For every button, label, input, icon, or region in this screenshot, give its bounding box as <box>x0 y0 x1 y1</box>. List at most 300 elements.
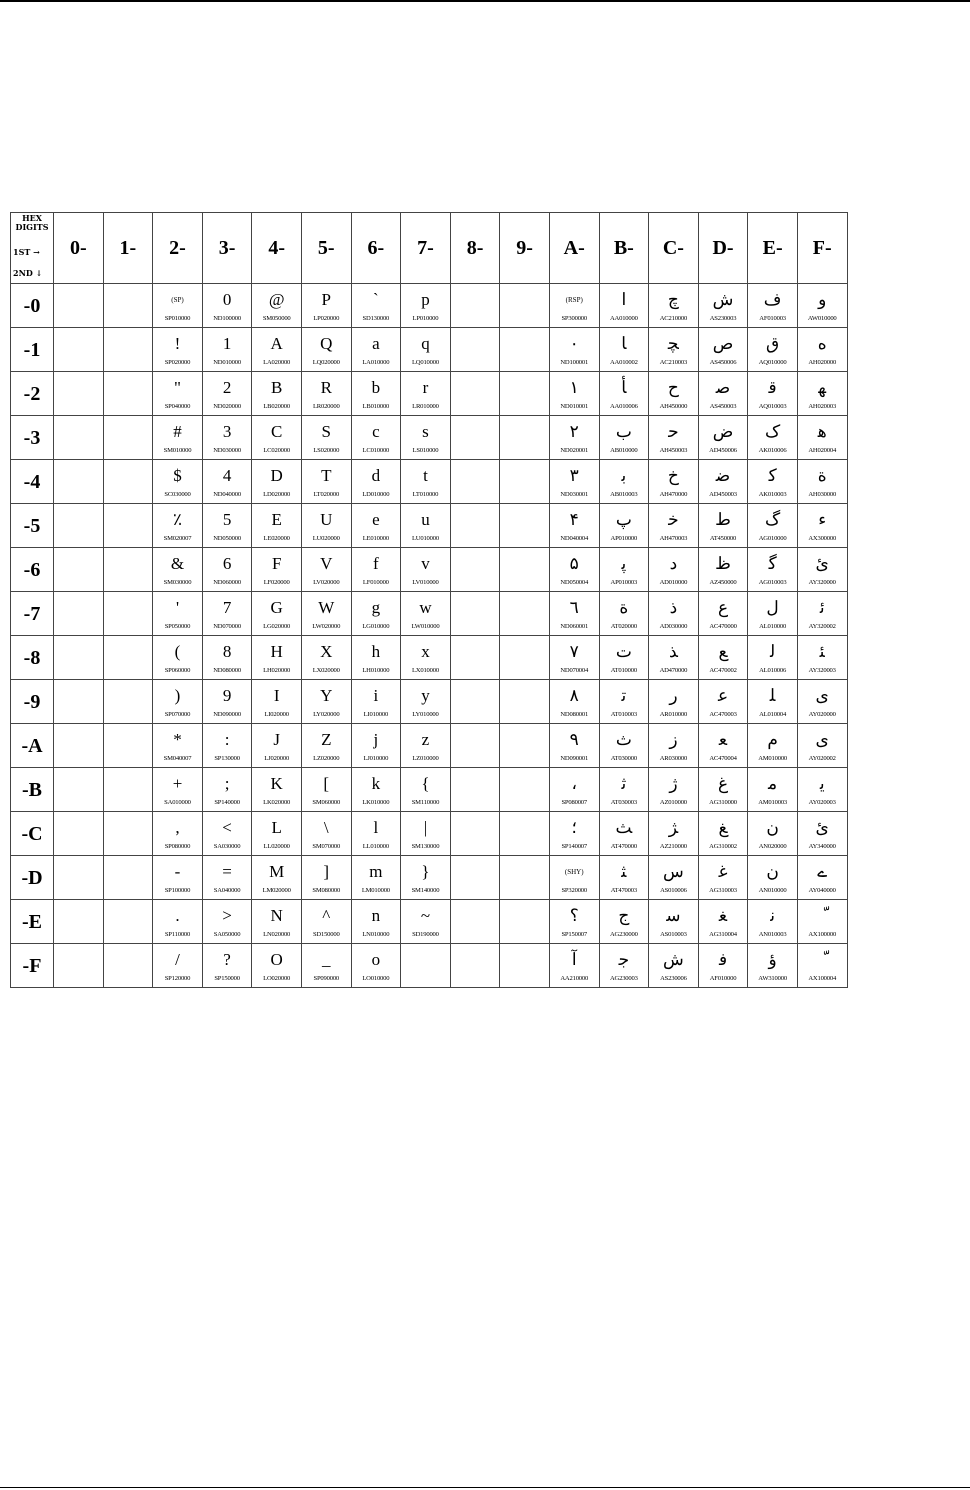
character-id: AG310000 <box>709 799 737 806</box>
character-glyph: 6 <box>222 554 232 573</box>
code-cell <box>401 372 451 416</box>
column-header: 3- <box>202 213 252 284</box>
character-glyph: d <box>371 466 381 485</box>
character-id: ND060000 <box>213 579 241 586</box>
code-cell <box>401 592 451 636</box>
character-id: LE010000 <box>362 535 389 542</box>
character-glyph: ؤ <box>768 950 777 969</box>
character-glyph: 5 <box>222 510 232 529</box>
character-glyph: a <box>372 334 380 353</box>
character-id: LK020000 <box>263 799 291 806</box>
character-glyph: ﺻ <box>715 378 731 397</box>
empty-cell <box>450 372 500 416</box>
code-cell <box>748 856 798 900</box>
character-id: SM040007 <box>163 755 192 762</box>
character-id: AL010004 <box>759 711 787 718</box>
character-id: SD190000 <box>412 931 439 938</box>
character-glyph: f <box>373 554 379 573</box>
character-glyph: ٪ <box>172 510 183 529</box>
character-id: AH470000 <box>659 491 688 498</box>
row-header: -2 <box>11 372 54 416</box>
code-cell <box>698 548 748 592</box>
code-cell <box>252 416 302 460</box>
character-id: AM010003 <box>758 799 788 806</box>
code-cell <box>698 416 748 460</box>
character-id: AW310000 <box>758 975 787 982</box>
character-glyph: y <box>421 686 430 705</box>
character-id: LZ020000 <box>313 755 340 762</box>
character-glyph: ج <box>618 906 630 925</box>
table-row <box>11 504 848 548</box>
code-cell <box>649 328 699 372</box>
table-row <box>11 416 848 460</box>
character-glyph: ۵ <box>569 554 579 573</box>
code-cell <box>698 460 748 504</box>
character-id: ND100000 <box>213 315 241 322</box>
table-row <box>11 328 848 372</box>
row-header: -8 <box>11 636 54 680</box>
character-id: AC210003 <box>659 359 688 366</box>
empty-cell <box>450 944 500 988</box>
character-id: LX020000 <box>312 667 340 674</box>
empty-cell <box>54 592 104 636</box>
column-header: F- <box>797 213 847 284</box>
code-cell <box>748 592 798 636</box>
empty-cell <box>54 460 104 504</box>
column-header: 8- <box>450 213 500 284</box>
character-id: AX300000 <box>808 535 837 542</box>
character-id: LA020000 <box>263 359 291 366</box>
character-id: SP140007 <box>561 843 587 850</box>
code-cell <box>202 900 252 944</box>
character-id: SP090000 <box>313 975 340 982</box>
code-cell <box>698 504 748 548</box>
empty-cell <box>450 592 500 636</box>
empty-cell <box>500 724 550 768</box>
character-glyph: z <box>421 730 430 749</box>
code-cell <box>301 328 351 372</box>
character-glyph: J <box>273 730 280 749</box>
code-cell <box>649 460 699 504</box>
character-id: LE020000 <box>263 535 290 542</box>
code-cell <box>252 680 302 724</box>
code-cell <box>649 680 699 724</box>
code-cell <box>301 900 351 944</box>
character-id: AT020000 <box>610 623 637 630</box>
code-cell <box>351 900 401 944</box>
character-id: AS010006 <box>660 887 687 894</box>
empty-cell <box>103 460 153 504</box>
character-glyph: ﻓ <box>718 950 728 969</box>
character-id: LI010000 <box>363 711 389 718</box>
character-glyph: س <box>663 862 684 881</box>
column-header: 1- <box>103 213 153 284</box>
character-id: AD470000 <box>659 667 688 674</box>
character-glyph: ے <box>817 862 828 881</box>
character-id: ND050004 <box>560 579 589 586</box>
code-cell <box>301 416 351 460</box>
empty-cell <box>54 724 104 768</box>
character-glyph: h <box>371 642 381 661</box>
character-glyph: ﻊ <box>718 642 728 661</box>
character-glyph: ژ <box>669 774 678 793</box>
code-cell <box>649 900 699 944</box>
table-row <box>11 636 848 680</box>
code-cell <box>351 944 401 988</box>
column-header: B- <box>599 213 649 284</box>
character-id: LW020000 <box>312 623 341 630</box>
character-id: ND030000 <box>213 447 241 454</box>
empty-cell <box>54 548 104 592</box>
empty-cell <box>54 504 104 548</box>
character-id: LI020000 <box>264 711 289 718</box>
code-cell <box>797 328 847 372</box>
empty-cell <box>103 372 153 416</box>
character-id: ND030001 <box>560 491 589 498</box>
character-glyph: i <box>373 686 379 705</box>
code-cell <box>748 636 798 680</box>
character-glyph: ﻥ <box>766 862 779 881</box>
code-cell <box>351 284 401 328</box>
column-header: 4- <box>252 213 302 284</box>
code-cell <box>351 680 401 724</box>
code-cell <box>748 724 798 768</box>
code-cell <box>351 416 401 460</box>
character-glyph: m <box>369 862 383 881</box>
character-id: LH010000 <box>362 667 390 674</box>
character-id: AH020000 <box>808 359 837 366</box>
code-cell <box>252 768 302 812</box>
code-cell <box>698 812 748 856</box>
character-glyph: s <box>422 422 429 441</box>
character-id: SA050000 <box>213 931 241 938</box>
character-glyph: ﺑ <box>621 466 627 485</box>
character-glyph: ئ <box>815 554 829 573</box>
code-cell <box>202 680 252 724</box>
character-glyph: ? <box>223 950 231 969</box>
character-id: LP020000 <box>313 315 340 322</box>
row-header: -A <box>11 724 54 768</box>
code-cell <box>401 812 451 856</box>
character-id: SP080007 <box>561 799 587 806</box>
character-id: AS230003 <box>709 315 737 322</box>
character-glyph: + <box>172 774 183 793</box>
character-glyph: پ <box>615 510 632 529</box>
character-glyph: ت <box>615 642 632 661</box>
code-cell <box>549 724 599 768</box>
empty-cell <box>450 812 500 856</box>
character-id: AT450000 <box>709 535 737 542</box>
character-id: AH020003 <box>808 403 837 410</box>
code-cell <box>599 372 649 416</box>
character-glyph: ش <box>663 950 684 969</box>
character-glyph: # <box>173 422 182 441</box>
character-glyph: I <box>273 686 280 705</box>
character-id: SP320000 <box>561 887 587 894</box>
code-cell <box>202 724 252 768</box>
code-cell <box>549 680 599 724</box>
character-id: AG010000 <box>758 535 787 542</box>
code-cell <box>599 416 649 460</box>
character-id: SP130000 <box>214 755 240 762</box>
character-id: SM060000 <box>312 799 341 806</box>
code-cell <box>797 944 847 988</box>
code-cell <box>649 548 699 592</box>
character-id: SD130000 <box>362 315 390 322</box>
empty-cell <box>500 856 550 900</box>
code-cell <box>153 768 203 812</box>
code-cell <box>748 900 798 944</box>
character-glyph: l <box>373 818 379 837</box>
code-cell <box>748 372 798 416</box>
character-id: AT470003 <box>610 887 637 894</box>
character-id: AG310004 <box>709 931 737 938</box>
code-cell <box>649 504 699 548</box>
code-cell <box>252 328 302 372</box>
code-cell <box>202 636 252 680</box>
code-cell <box>549 416 599 460</box>
character-id: AZ450000 <box>709 579 737 586</box>
character-id: LT010000 <box>412 491 439 498</box>
empty-cell <box>500 372 550 416</box>
character-id: LZ010000 <box>412 755 439 762</box>
character-id: SP020000 <box>164 359 191 366</box>
character-glyph: ﻣ <box>768 774 778 793</box>
character-id: AY020002 <box>808 755 836 762</box>
character-glyph: ؟ <box>569 906 579 925</box>
code-cell <box>599 680 649 724</box>
code-cell <box>549 856 599 900</box>
empty-cell <box>103 548 153 592</box>
character-glyph: e <box>372 510 380 529</box>
character-id: AT030003 <box>610 799 637 806</box>
character-glyph: ﻋ <box>717 686 729 705</box>
code-cell <box>153 372 203 416</box>
code-cell <box>748 548 798 592</box>
character-glyph: ﻗ <box>768 378 777 397</box>
code-cell <box>797 724 847 768</box>
code-cell <box>698 372 748 416</box>
code-cell <box>301 372 351 416</box>
code-cell <box>649 636 699 680</box>
code-cell <box>153 636 203 680</box>
code-cell <box>599 944 649 988</box>
character-id: AR010000 <box>659 711 688 718</box>
character-glyph: P <box>321 290 331 309</box>
code-cell <box>202 504 252 548</box>
character-id: LD020000 <box>263 491 291 498</box>
character-glyph: r <box>422 378 429 397</box>
empty-cell <box>103 812 153 856</box>
character-glyph: > <box>222 906 232 925</box>
character-id: LK010000 <box>362 799 390 806</box>
code-cell <box>153 416 203 460</box>
table-row <box>11 548 848 592</box>
character-glyph: ۷ <box>569 642 579 661</box>
character-id: LJ010000 <box>363 755 389 762</box>
character-glyph: 1 <box>222 334 232 353</box>
code-cell <box>649 812 699 856</box>
table-row <box>11 284 848 328</box>
empty-cell <box>450 548 500 592</box>
character-glyph: ش <box>712 290 734 309</box>
row-header: -9 <box>11 680 54 724</box>
code-cell <box>202 768 252 812</box>
character-glyph: ﺬ <box>668 642 678 661</box>
code-cell <box>599 768 649 812</box>
empty-cell <box>450 900 500 944</box>
character-id: AA010000 <box>609 315 638 322</box>
character-id: LR010000 <box>412 403 439 410</box>
character-id: AM010000 <box>758 755 788 762</box>
character-glyph: ` <box>373 290 379 309</box>
character-glyph: O <box>270 950 283 969</box>
character-id: LB010000 <box>362 403 390 410</box>
row-header: -B <box>11 768 54 812</box>
character-id: LF020000 <box>263 579 290 586</box>
code-cell <box>351 548 401 592</box>
character-glyph: * <box>173 730 182 749</box>
code-cell <box>599 856 649 900</box>
code-cell <box>153 724 203 768</box>
code-cell <box>549 504 599 548</box>
empty-cell <box>450 460 500 504</box>
code-cell <box>252 724 302 768</box>
code-cell <box>797 636 847 680</box>
code-cell <box>301 724 351 768</box>
character-id: LN020000 <box>263 931 291 938</box>
code-cell <box>351 328 401 372</box>
character-glyph: ﭘ <box>621 554 627 573</box>
code-cell <box>351 504 401 548</box>
code-cell <box>252 284 302 328</box>
empty-cell <box>103 768 153 812</box>
character-glyph: " <box>174 378 181 397</box>
empty-cell <box>450 724 500 768</box>
row-header: -0 <box>11 284 54 328</box>
code-cell <box>549 328 599 372</box>
character-glyph: ﺣ <box>668 422 679 441</box>
code-cell <box>252 372 302 416</box>
character-glyph: L <box>271 818 282 837</box>
code-cell <box>549 548 599 592</box>
character-id: SP010000 <box>164 315 191 322</box>
column-header: D- <box>698 213 748 284</box>
empty-cell <box>500 812 550 856</box>
code-cell <box>252 944 302 988</box>
empty-cell <box>54 328 104 372</box>
code-cell <box>401 460 451 504</box>
character-glyph: [ <box>323 774 330 793</box>
code-cell <box>301 856 351 900</box>
character-id: LB020000 <box>263 403 290 410</box>
character-id: LS020000 <box>313 447 340 454</box>
character-glyph: X <box>320 642 333 661</box>
code-cell <box>649 592 699 636</box>
character-id: AC470003 <box>709 711 737 718</box>
code-cell <box>797 504 847 548</box>
character-glyph: ع <box>717 598 729 617</box>
character-id: AQ010000 <box>758 359 787 366</box>
code-cell <box>401 328 451 372</box>
code-cell <box>549 460 599 504</box>
character-glyph: : <box>224 730 230 749</box>
code-cell <box>549 768 599 812</box>
character-id: LO010000 <box>362 975 390 982</box>
empty-cell <box>54 944 104 988</box>
code-cell <box>202 416 252 460</box>
code-cell <box>202 944 252 988</box>
code-cell <box>202 328 252 372</box>
character-id: AT010003 <box>610 711 637 718</box>
character-id: AL010006 <box>759 667 787 674</box>
code-cell <box>301 636 351 680</box>
empty-cell <box>54 768 104 812</box>
code-cell <box>797 372 847 416</box>
empty-cell <box>401 944 451 988</box>
character-glyph: ز <box>669 730 678 749</box>
code-cell <box>698 284 748 328</box>
character-glyph: 3 <box>222 422 232 441</box>
character-glyph: ٠ <box>569 334 579 353</box>
character-glyph: 4 <box>222 466 232 485</box>
column-header: 0- <box>54 213 104 284</box>
character-id: AD030000 <box>659 623 688 630</box>
code-cell <box>797 548 847 592</box>
code-cell <box>797 856 847 900</box>
character-id: AH020004 <box>808 447 837 454</box>
character-glyph: t <box>423 466 428 485</box>
character-glyph: D <box>270 466 283 485</box>
character-id: ND100001 <box>560 359 589 366</box>
character-id: SP300000 <box>561 315 587 322</box>
character-id: AG310002 <box>709 843 737 850</box>
character-glyph: Z <box>321 730 332 749</box>
character-glyph: ﺉ <box>815 818 829 837</box>
character-glyph: ; <box>224 774 230 793</box>
code-cell <box>599 724 649 768</box>
code-cell <box>599 460 649 504</box>
character-glyph: _ <box>322 950 331 969</box>
code-cell <box>351 592 401 636</box>
character-glyph: ] <box>323 862 330 881</box>
character-id: SP150007 <box>561 931 587 938</box>
code-cell <box>797 460 847 504</box>
character-id: AY320000 <box>808 579 836 586</box>
character-id: AY340000 <box>808 843 836 850</box>
column-header: 5- <box>301 213 351 284</box>
character-glyph: c <box>372 422 380 441</box>
character-id: AF010003 <box>759 315 786 322</box>
character-glyph: ' <box>175 598 180 617</box>
code-cell <box>797 416 847 460</box>
empty-cell <box>103 636 153 680</box>
character-id: AY320002 <box>808 623 836 630</box>
code-cell <box>252 548 302 592</box>
character-id: ND090001 <box>560 755 589 762</box>
character-id: AG230000 <box>609 931 638 938</box>
character-id: AY320003 <box>808 667 836 674</box>
character-id: SM080000 <box>312 887 341 894</box>
character-glyph: د <box>669 554 678 573</box>
code-cell <box>649 416 699 460</box>
empty-cell <box>103 592 153 636</box>
character-id: LP010000 <box>412 315 439 322</box>
character-glyph: ق <box>766 334 780 353</box>
character-glyph: و <box>818 290 827 309</box>
code-cell <box>153 460 203 504</box>
code-cell <box>301 768 351 812</box>
